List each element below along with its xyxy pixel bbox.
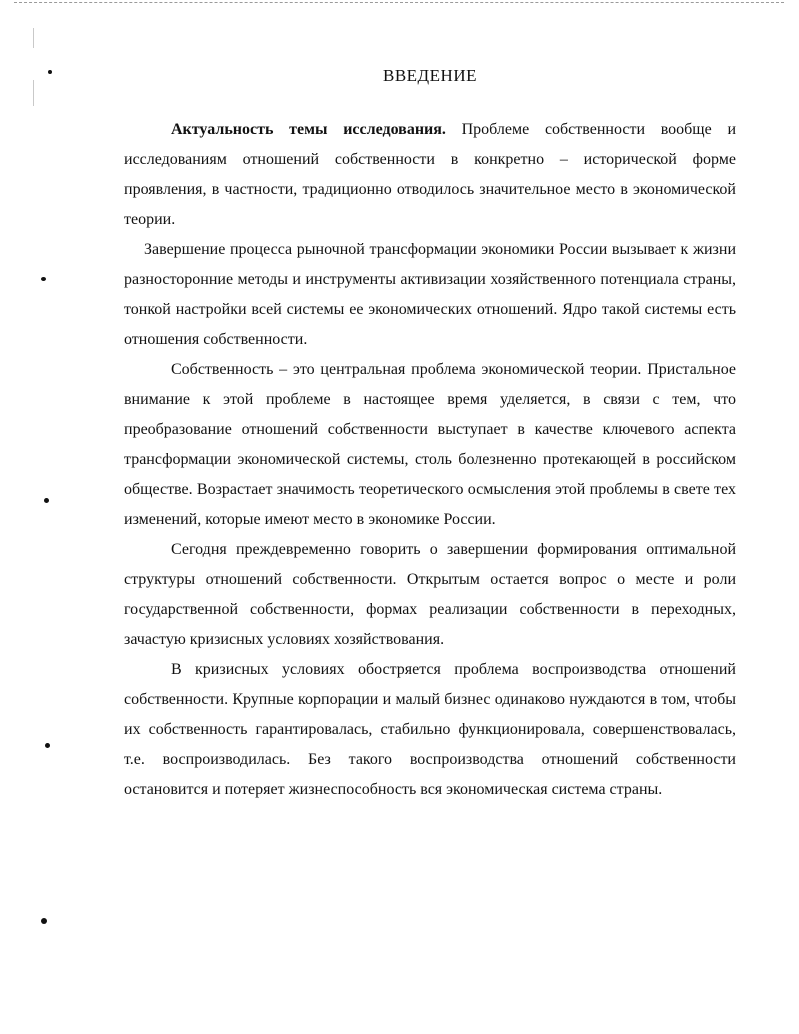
document-page (124, 66, 736, 805)
scan-margin-mark (48, 70, 52, 74)
section-title: ВВЕДЕНИЕ (383, 66, 477, 85)
scan-margin-mark (45, 743, 50, 748)
scan-margin-mark (44, 498, 49, 503)
paragraph-transformation: Завершение процесса рыночной трансформации экономики России вызывает к жизни разносторонние методы и инструменты активизации хозяйственного потенциала страны, тонкой настройки всей системы ее экономических отношений. Ядро такой системы есть отношения собственности. (124, 241, 736, 348)
scan-margin-mark (41, 277, 46, 281)
scan-top-border (14, 2, 784, 3)
paragraph-crisis-conditions: В кризисных условиях обостряется проблема воспроизводства отношений собственности. Крупные корпорации и малый бизнес одинаково нуждаются в том, чтобы их собственность гарантировалась, стабильно функционировала, совершенствовалась, т.е. воспроизводилась. Без такого воспроизводства отношений собственности остановится и потеряет жизнеспособность вся экономическая система страны. (124, 661, 736, 798)
paragraph-lead: Актуальность темы исследования. (171, 121, 446, 138)
scan-margin-line (33, 80, 34, 106)
scan-margin-mark (41, 918, 47, 924)
paragraph-property-central: Собственность – это центральная проблема экономической теории. Пристальное внимание к этой проблеме в настоящее время уделяется, в связи с тем, что преобразование отношений собственности выступает в качестве ключевого аспекта трансформации экономической системы, столь болезненно протекающей в российском обществе. Возрастает значимость теоретического осмысления этой проблемы в свете тех изменений, которые имеют место в экономике России. (124, 361, 736, 528)
paragraph-relevance (124, 115, 736, 235)
paragraph-text: Проблеме собственности вообще и исследованиям отношений собственности в конкретно – исторической форме проявления, в частности, традиционно отводилось значительное место в экономической теории. (124, 121, 737, 228)
scan-margin-line (33, 28, 34, 48)
paragraph-optimal-structure: Сегодня преждевременно говорить о завершении формирования оптимальной структуры отношений собственности. Открытым остается вопрос о месте и роли государственной собственности, формах реализации собственности в переходных, зачастую кризисных условиях хозяйствования. (124, 541, 736, 648)
